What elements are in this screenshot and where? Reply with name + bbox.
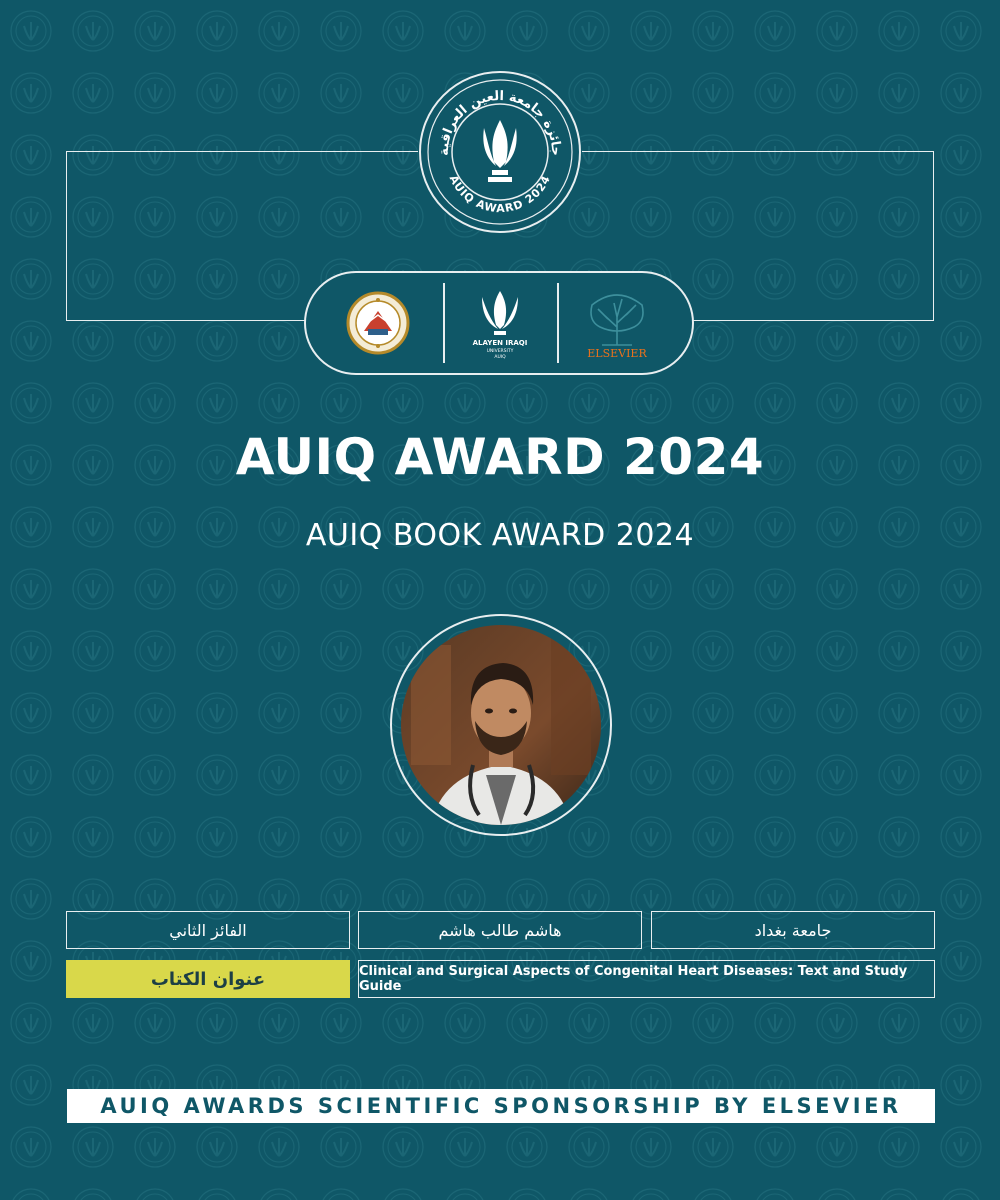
partner-logos xyxy=(304,271,694,375)
award-title: AUIQ AWARD 2024 xyxy=(235,428,765,486)
winner-photo-frame xyxy=(390,614,612,836)
award-seal xyxy=(418,70,582,234)
award-subtitle: AUIQ BOOK AWARD 2024 xyxy=(305,518,695,553)
alayen-line2: UNIVERSITY xyxy=(486,349,514,354)
winner-rank: الفائز الثاني xyxy=(66,911,350,949)
book-title: Clinical and Surgical Aspects of Congenital Heart Diseases: Text and Study Guide xyxy=(358,960,935,998)
elsevier-name: ELSEVIER xyxy=(587,347,647,360)
alayen-university-flame-icon xyxy=(470,287,530,361)
alayen-name: ALAYEN IRAQI xyxy=(472,339,528,347)
elsevier-tree-icon xyxy=(584,287,650,361)
ministry-higher-education-seal-icon xyxy=(344,287,412,361)
sponsor-banner: AUIQ AWARDS SCIENTIFIC SPONSORSHIP BY ELSEVIER xyxy=(67,1089,935,1123)
winner-name: هاشم طالب هاشم xyxy=(358,911,642,949)
alayen-line3: AUIQ xyxy=(494,355,506,360)
seal-arabic-text: جائزة جامعة العين العراقية xyxy=(436,88,564,156)
winner-university: جامعة بغداد xyxy=(651,911,935,949)
book-title-label: عنوان الكتاب xyxy=(66,960,350,998)
logo-divider xyxy=(443,283,445,363)
logo-divider xyxy=(557,283,559,363)
seal-english-text: AUIQ AWARD 2024 xyxy=(446,173,554,216)
winner-portrait xyxy=(401,625,601,825)
